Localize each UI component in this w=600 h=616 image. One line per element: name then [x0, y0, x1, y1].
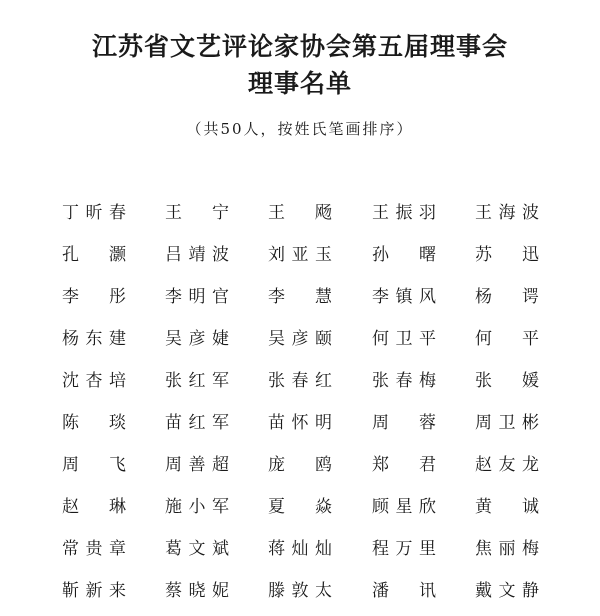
name-row: [0, 324, 600, 354]
member-name: 施小军: [165, 497, 229, 517]
member-name: 焦丽梅: [475, 539, 539, 559]
member-name: 葛文斌: [165, 539, 229, 559]
member-name: 沈杏培: [62, 371, 126, 391]
member-name: 李明官: [165, 287, 229, 307]
member-name: 苗红军: [165, 413, 229, 433]
member-name: 郑 君: [372, 455, 436, 475]
member-name: 赵友龙: [475, 455, 539, 475]
member-name: 张 媛: [475, 371, 539, 391]
count-note: （共50人，按姓氏笔画排序）: [186, 120, 414, 138]
document-subtitle-heading: 理事名单: [247, 69, 352, 98]
name-row: [0, 534, 600, 564]
member-name: 杨 谔: [475, 287, 539, 307]
member-name: 李 慧: [268, 287, 332, 307]
member-name: 王振羽: [372, 203, 436, 223]
member-name: 丁昕春: [62, 203, 126, 223]
member-name: 何卫平: [372, 329, 436, 349]
member-name: 王 飏: [268, 203, 332, 223]
name-row: [0, 408, 600, 438]
member-name: 张春梅: [372, 371, 436, 391]
member-name: 靳新来: [62, 581, 126, 601]
member-name: 顾星欣: [372, 497, 436, 517]
member-name: 蒋灿灿: [268, 539, 332, 559]
name-row: [0, 366, 600, 396]
member-name: 李 彤: [62, 287, 126, 307]
member-name: 王 宁: [165, 203, 229, 223]
member-name: 李镇风: [372, 287, 436, 307]
member-name: 潘 讯: [372, 581, 436, 601]
member-name: 吴彦颐: [268, 329, 332, 349]
member-name: 孔 灏: [62, 245, 126, 265]
member-name: 戴文静: [475, 581, 539, 601]
name-row: [0, 198, 600, 228]
member-name: 赵 琳: [62, 497, 126, 517]
member-name: 常贵章: [62, 539, 126, 559]
member-name: 陈 琰: [62, 413, 126, 433]
name-row: [0, 240, 600, 270]
member-name: 张红军: [165, 371, 229, 391]
name-row: [0, 576, 600, 606]
document-title: 江苏省文艺评论家协会第五届理事会: [91, 32, 508, 61]
member-name: 苗怀明: [268, 413, 332, 433]
name-row: [0, 450, 600, 480]
member-name: 蔡晓妮: [165, 581, 229, 601]
member-name: 吕靖波: [165, 245, 229, 265]
member-name: 滕敦太: [268, 581, 332, 601]
member-name: 吴彦婕: [165, 329, 229, 349]
member-name: 刘亚玉: [268, 245, 332, 265]
member-name: 周善超: [165, 455, 229, 475]
member-name: 杨东建: [62, 329, 126, 349]
member-name: 张春红: [268, 371, 332, 391]
name-row: [0, 282, 600, 312]
member-name: 庞 鸥: [268, 455, 332, 475]
member-name: 王海波: [475, 203, 539, 223]
member-name: 孙 曙: [372, 245, 436, 265]
member-name: 程万里: [372, 539, 436, 559]
member-name: 周 蓉: [372, 413, 436, 433]
member-name: 夏 焱: [268, 497, 332, 517]
member-name: 黄 诚: [475, 497, 539, 517]
member-name: 何 平: [475, 329, 539, 349]
name-row: [0, 492, 600, 522]
member-name: 苏 迅: [475, 245, 539, 265]
member-name: 周卫彬: [475, 413, 539, 433]
member-name: 周 飞: [62, 455, 126, 475]
